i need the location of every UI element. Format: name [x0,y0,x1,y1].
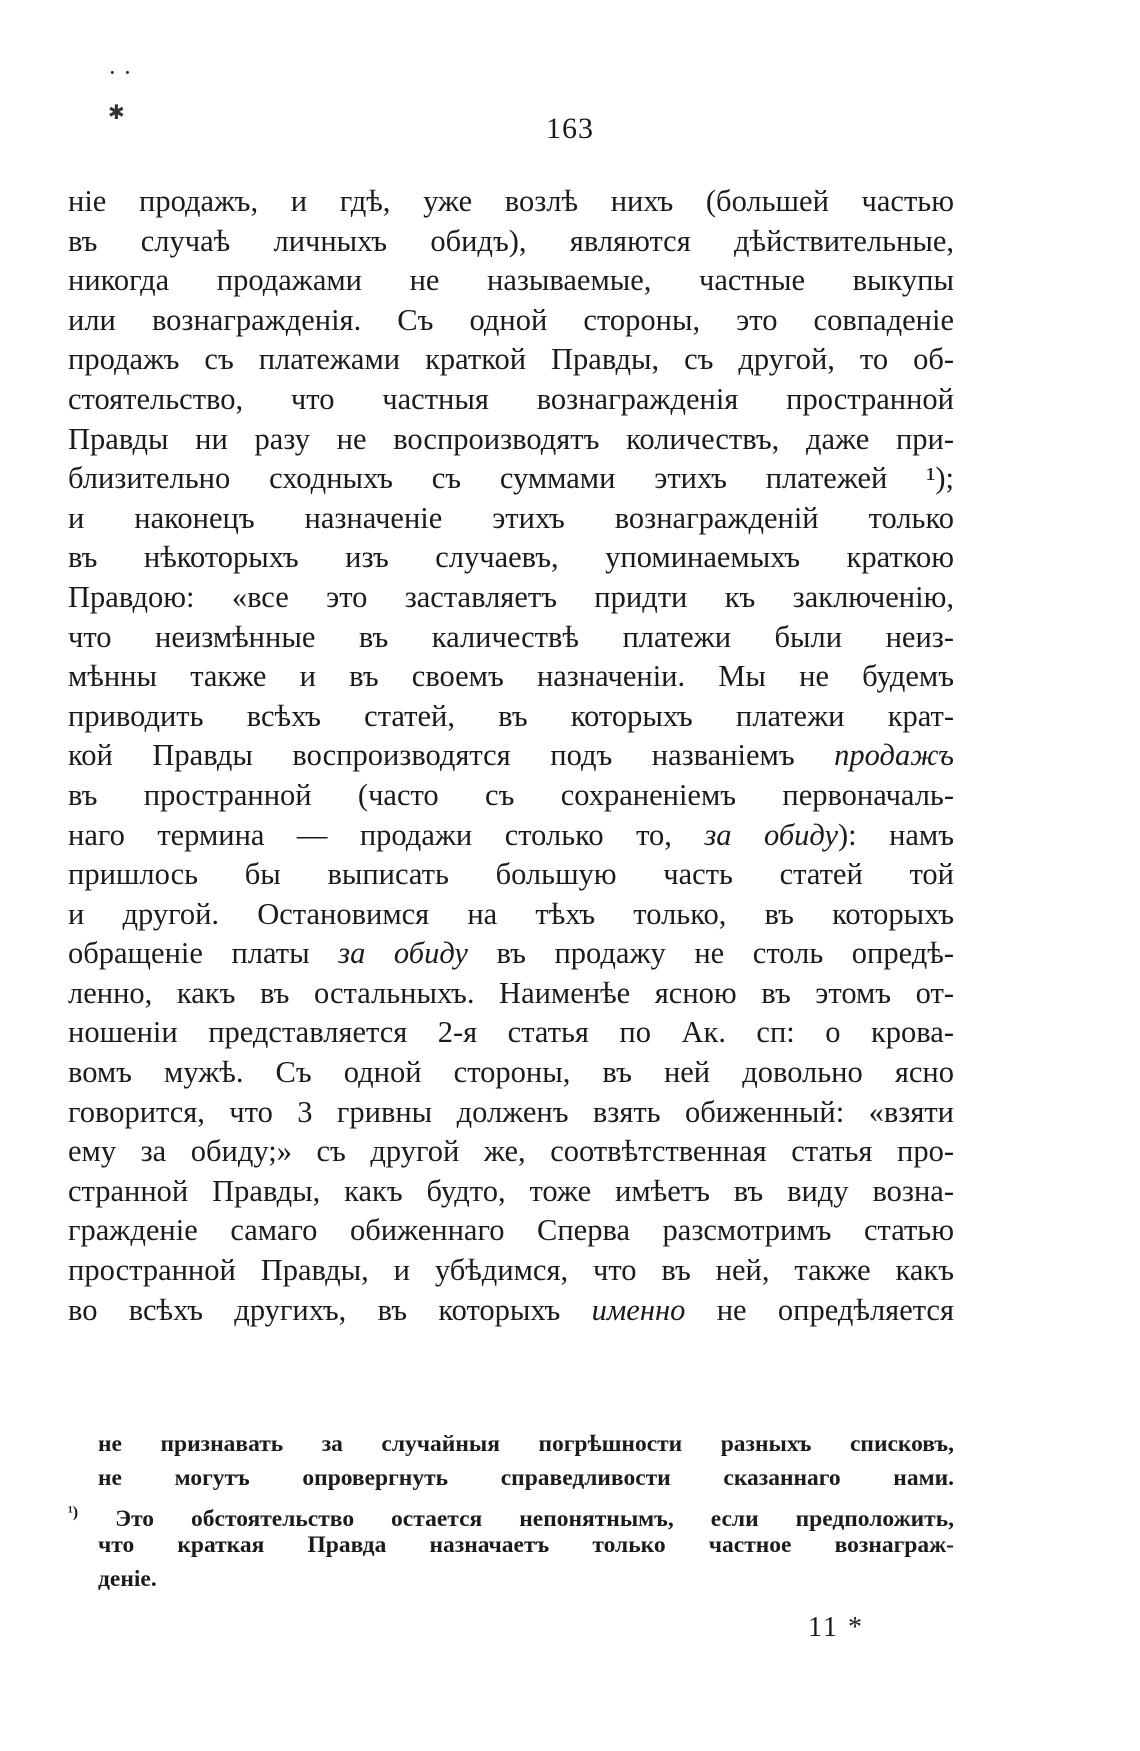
text-line [68,1093,954,1133]
text-line [68,499,954,539]
text-segment: наго термина — продажи столько то, [68,817,705,852]
footnotes [68,1428,954,1597]
body-text [68,182,954,1330]
text-line [68,1291,954,1331]
text-segment: ему за обиду;» съ другой же, соотвѣтственная статья про- [68,1134,954,1169]
footnote-text: Это обстоятельство остается непонятнымъ, если предположить, [115,1505,954,1532]
text-segment: Правдою: «все это заставляетъ придти къ заключенію, [68,579,954,614]
text-segment: въ нѣкоторыхъ изъ случаевъ, упоминаемыхъ краткою [68,540,954,575]
text-segment: ): намъ [837,817,954,852]
footnote-line: что краткая Правда назначаетъ только частное вознаграж- [98,1532,954,1559]
text-line [68,816,954,856]
text-line [68,1172,954,1212]
text-line [68,222,954,262]
text-segment: или вознагражденія. Съ одной стороны, это совпаденіе [68,302,954,337]
text-segment: никогда продажами не называемые, частные выкупы [68,263,954,298]
text-segment: ленно, какъ въ остальныхъ. Наименѣе ясною въ этомъ от- [68,975,954,1010]
italic-text: именно [591,1292,686,1327]
text-line [68,538,954,578]
text-segment: въ пространной (часто съ сохраненіемъ первоначаль- [68,777,954,812]
margin-asterisk-mark: ✱ [108,102,125,124]
text-line [68,776,954,816]
text-line [68,855,954,895]
text-segment: пространной Правды, и убѣдимся, что въ ней, также какъ [68,1253,954,1288]
footnote-continuation-line: не признавать за случайныя погрѣшности разныхъ списковъ, [98,1431,954,1457]
text-line [68,459,954,499]
italic-text: продажъ [834,738,954,773]
text-line [68,895,954,935]
text-line [68,261,954,301]
footnote-marker: ¹) [68,1503,79,1521]
text-segment: въ случаѣ личныхъ обидъ), являются дѣйствительные, [68,223,954,258]
text-line [68,182,954,222]
text-segment: въ продажу не столь опредѣ- [467,936,954,971]
text-segment: приводить всѣхъ статей, въ которыхъ платежи крат- [68,698,954,733]
text-line [68,380,954,420]
text-segment: Правды ни разу не воспроизводятъ количествъ, даже при- [68,421,954,456]
text-segment: пришлось бы выписать большую часть статей той [68,857,954,892]
text-line [68,301,954,341]
page-number: 163 [546,112,594,145]
text-segment: и наконецъ назначеніе этихъ вознагражденій только [68,500,954,535]
text-segment: гражденіе самаго обиженнаго Сперва разсмотримъ статью [68,1213,954,1248]
text-line [68,340,954,380]
margin-specks: · · [108,58,132,87]
signature-mark: 11 * [808,1612,864,1643]
text-segment: во всѣхъ другихъ, въ которыхъ [68,1292,592,1327]
text-line [68,578,954,618]
text-line [68,974,954,1014]
text-line [68,1211,954,1251]
text-line [68,420,954,460]
italic-text: за обиду [704,817,838,852]
italic-text: за обиду [338,936,468,971]
text-segment: продажъ съ платежами краткой Правды, съ другой, то об- [68,342,954,377]
text-segment: близительно сходныхъ съ суммами этихъ платежей ¹); [68,461,954,496]
text-line [68,657,954,697]
text-segment: ношеніи представляется 2-я статья по Ак. сп: о крова- [68,1015,954,1050]
text-segment: странной Правды, какъ будто, тоже имѣетъ въ виду возна- [68,1173,954,1208]
text-segment: не опредѣляется [685,1292,954,1327]
text-segment: что неизмѣнные въ каличествѣ платежи были неиз- [68,619,954,654]
text-line [68,1053,954,1093]
text-line [68,1251,954,1291]
text-segment: говорится, что 3 гривны долженъ взять обиженный: «взяти [68,1094,954,1129]
text-segment: и другой. Остановимся на тѣхъ только, въ которыхъ [68,896,954,931]
footnote-continuation-line: не могутъ опровергнуть справедливости сказаннаго нами. [98,1464,954,1491]
text-line [68,1132,954,1172]
text-segment: мѣнны также и въ своемъ назначеніи. Мы не будемъ [68,659,954,694]
text-line [68,618,954,658]
footnote-line: деніе. [98,1566,157,1593]
text-line [68,1013,954,1053]
text-line [68,736,954,776]
footnote-line [68,1496,954,1530]
text-segment: обращеніе платы [68,936,339,971]
text-segment: вомъ мужѣ. Съ одной стороны, въ ней довольно ясно [68,1055,954,1090]
text-line [68,934,954,974]
text-line [68,697,954,737]
text-segment: кой Правды воспроизводятся подъ названіемъ [68,738,835,773]
text-segment: ніе продажъ, и гдѣ, уже возлѣ нихъ (большей частью [68,184,954,218]
text-segment: стоятельство, что частныя вознагражденія пространной [68,381,954,416]
